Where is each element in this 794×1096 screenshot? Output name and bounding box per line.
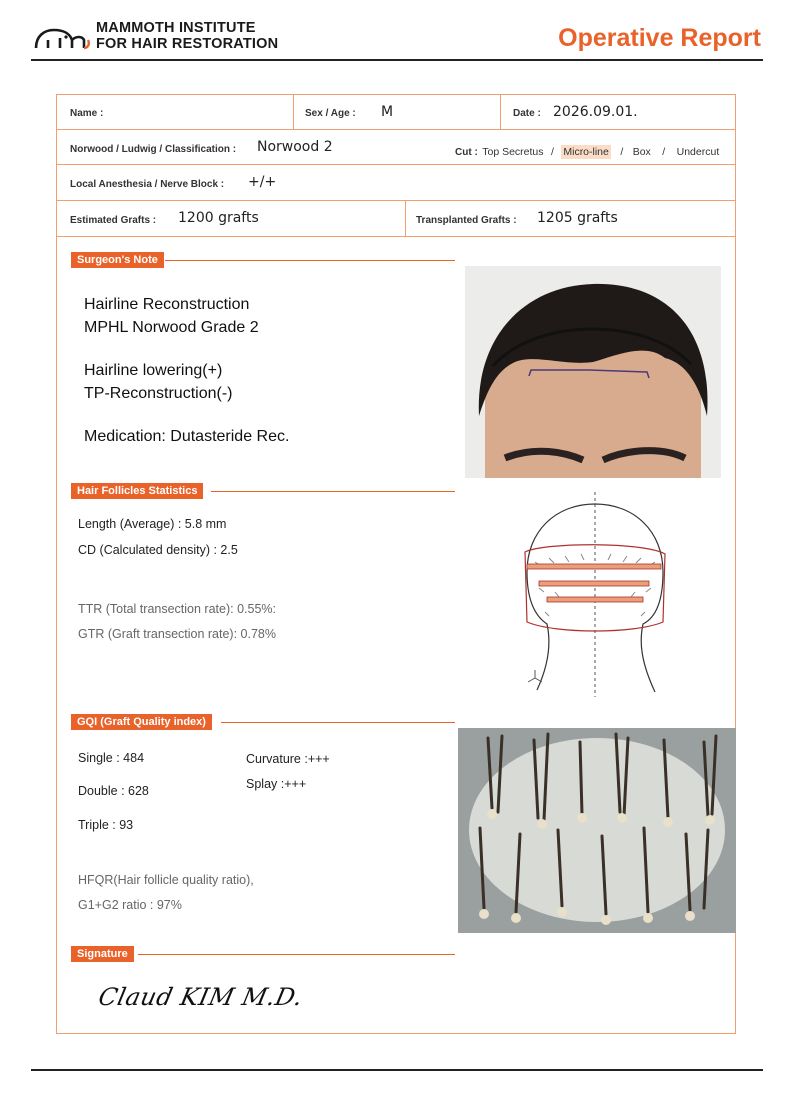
mammoth-logo-icon xyxy=(32,18,92,58)
sex-age-field[interactable]: M xyxy=(381,104,394,120)
footer-divider xyxy=(31,1069,763,1071)
curvature-rating: Curvature :+++ xyxy=(246,752,330,766)
cut-option-micro-line[interactable]: Micro-line xyxy=(563,146,609,158)
double-count: Double : 628 xyxy=(78,784,149,798)
classification-field[interactable]: Norwood 2 xyxy=(257,139,333,155)
cut-option-undercut[interactable]: Undercut xyxy=(676,146,720,158)
g1-g2-ratio: G1+G2 ratio : 97% xyxy=(78,898,182,912)
note-line: Medication: Dutasteride Rec. xyxy=(84,428,290,445)
anesthesia-label: Local Anesthesia / Nerve Block : xyxy=(70,179,225,190)
hfqr-label: HFQR(Hair follicle quality ratio), xyxy=(78,873,254,887)
surgeon-signature: Claud KIM M.D. xyxy=(96,983,306,1011)
classification-label: Norwood / Ludwig / Classification : xyxy=(70,144,237,155)
column-divider xyxy=(293,95,294,129)
cut-option-box[interactable]: Box xyxy=(632,146,651,158)
splay-rating: Splay :+++ xyxy=(246,777,307,791)
transplanted-grafts-field[interactable]: 1205 grafts xyxy=(537,210,618,226)
calculated-density: CD (Calculated density) : 2.5 xyxy=(78,543,238,557)
date-field[interactable]: 2026.09.01. xyxy=(553,104,638,120)
brand-line-1: MAMMOTH INSTITUTE xyxy=(96,20,256,36)
estimated-grafts-label: Estimated Grafts : xyxy=(70,215,157,226)
graft-transection-rate: GTR (Graft transection rate): 0.78% xyxy=(78,627,276,641)
date-label: Date : xyxy=(513,108,541,119)
length-average: Length (Average) : 5.8 mm xyxy=(78,517,227,531)
grafts-photo xyxy=(458,728,736,933)
cut-options: Cut : Top Secretus / Micro-line / Box / Undercut xyxy=(455,146,720,158)
brand-line-2: FOR HAIR RESTORATION xyxy=(96,36,279,52)
section-rule xyxy=(138,954,455,955)
section-rule xyxy=(221,722,455,723)
anesthesia-field[interactable]: +/+ xyxy=(248,174,277,190)
single-count: Single : 484 xyxy=(78,751,145,765)
total-transection-rate: TTR (Total transection rate): 0.55%: xyxy=(78,602,276,616)
column-divider xyxy=(405,201,406,236)
note-line: TP-Reconstruction(-) xyxy=(84,385,233,402)
cut-option-top-secretus[interactable]: Top Secretus xyxy=(482,146,544,158)
header-divider xyxy=(31,59,763,61)
section-rule xyxy=(211,491,455,492)
column-divider xyxy=(500,95,501,129)
hairline-photo xyxy=(465,266,721,478)
surgeons-note-tag: Surgeon's Note xyxy=(71,252,164,268)
donor-area-diagram xyxy=(515,492,675,702)
section-rule xyxy=(165,260,455,261)
signature-tag: Signature xyxy=(71,946,134,962)
brand-name xyxy=(96,20,278,52)
estimated-grafts-field[interactable]: 1200 grafts xyxy=(178,210,259,226)
name-label: Name : xyxy=(70,108,104,119)
gqi-tag: GQI (Graft Quality index) xyxy=(71,714,212,730)
row-divider xyxy=(57,164,736,165)
transplanted-grafts-label: Transplanted Grafts : xyxy=(416,215,517,226)
note-line: Hairline lowering(+) xyxy=(84,362,223,379)
row-divider xyxy=(57,200,736,201)
page-title: Operative Report xyxy=(558,24,761,52)
note-line: MPHL Norwood Grade 2 xyxy=(84,319,259,336)
triple-count: Triple : 93 xyxy=(78,818,134,832)
note-line: Hairline Reconstruction xyxy=(84,296,250,313)
follicle-stats-tag: Hair Follicles Statistics xyxy=(71,483,203,499)
cut-label: Cut : xyxy=(455,147,478,158)
row-divider xyxy=(57,129,736,130)
surgeon-note-text xyxy=(84,293,289,448)
sex-age-label: Sex / Age : xyxy=(305,108,356,119)
row-divider xyxy=(57,236,736,237)
